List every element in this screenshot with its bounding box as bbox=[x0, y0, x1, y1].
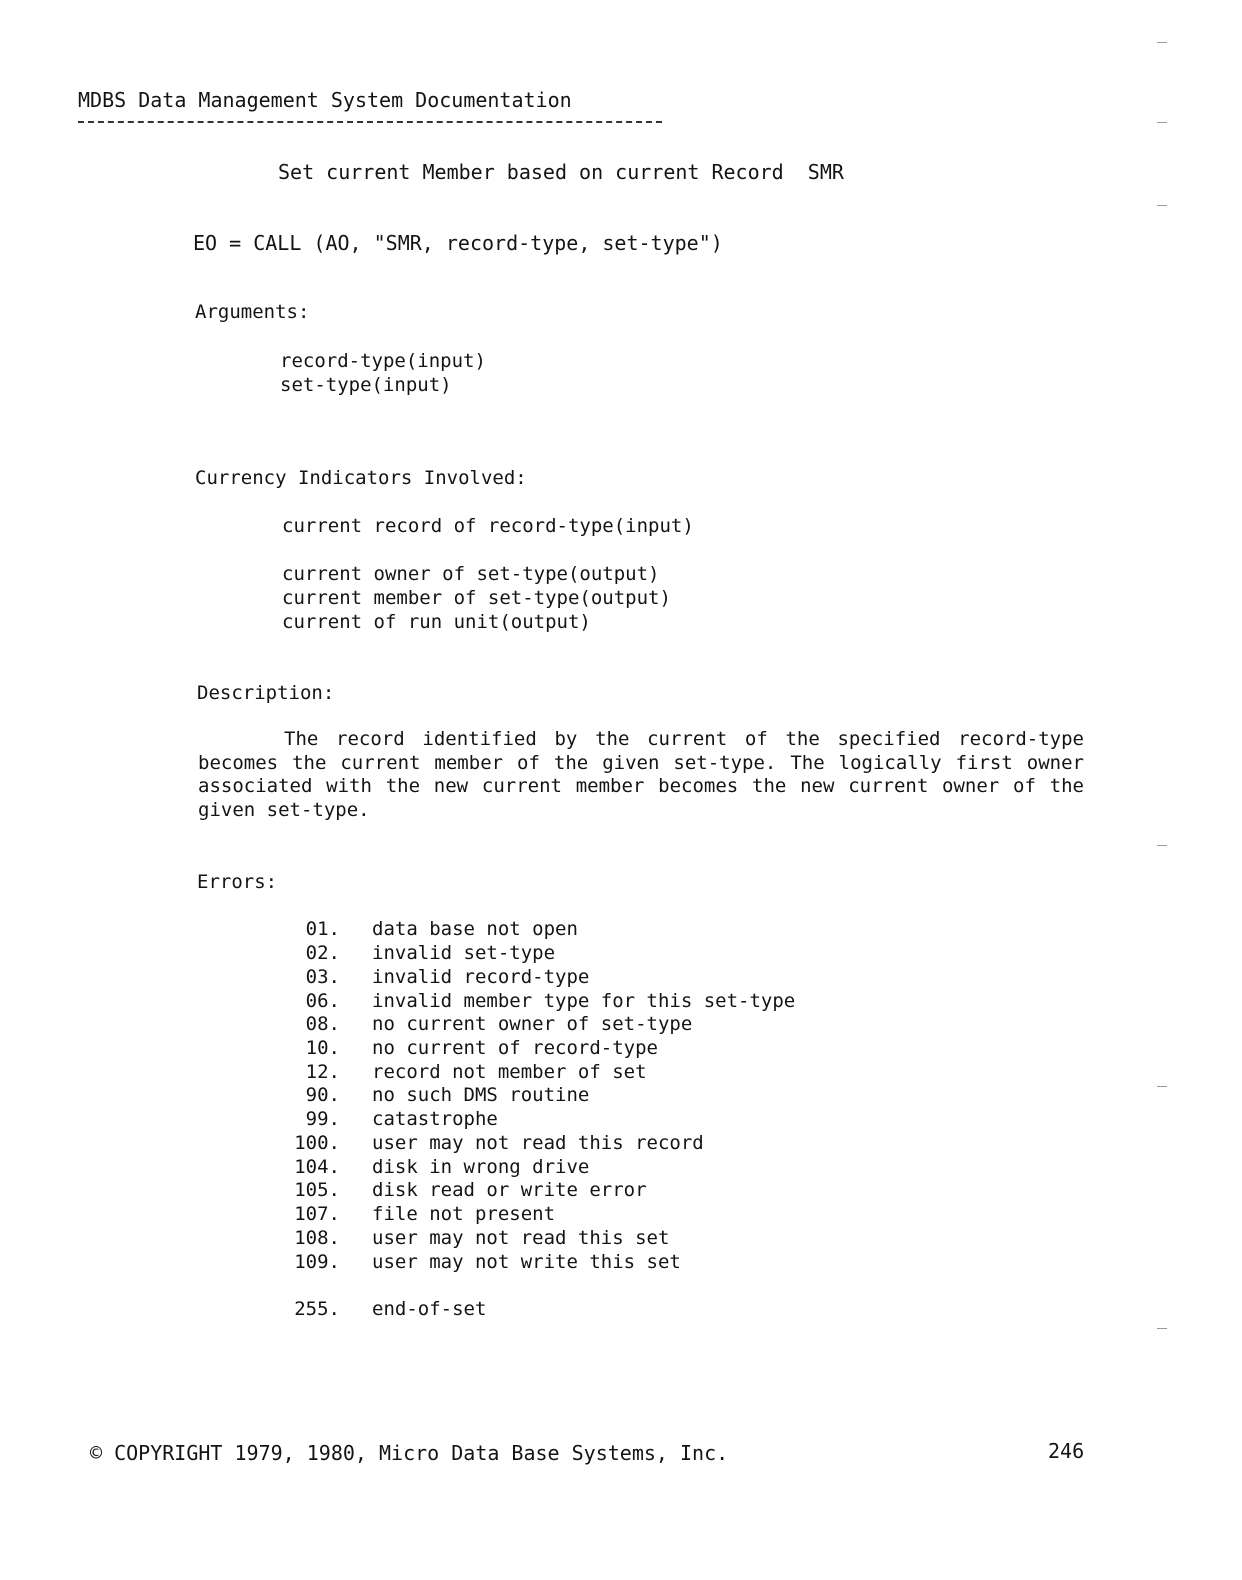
error-code: 90. bbox=[305, 1084, 340, 1106]
page-title: Set current Member based on current Record SMR bbox=[278, 160, 844, 184]
currency-item: current member of set-type(output) bbox=[282, 587, 671, 609]
error-text: disk read or write error bbox=[372, 1179, 647, 1201]
error-text: end-of-set bbox=[372, 1298, 487, 1320]
error-code: 100. bbox=[294, 1132, 340, 1154]
argument-item: set-type(input) bbox=[280, 374, 452, 396]
currency-item: current record of record-type(input) bbox=[282, 515, 694, 537]
error-text: data base not open bbox=[372, 918, 578, 940]
error-text: no current of record-type bbox=[372, 1037, 658, 1059]
error-text: disk in wrong drive bbox=[372, 1156, 590, 1178]
error-text: user may not write this set bbox=[372, 1251, 681, 1273]
error-text: user may not read this set bbox=[372, 1227, 670, 1249]
error-code: 12. bbox=[305, 1061, 340, 1083]
error-text: no current owner of set-type bbox=[372, 1013, 693, 1035]
scan-mark bbox=[1157, 1328, 1167, 1329]
scan-mark bbox=[1157, 122, 1167, 123]
errors-heading: Errors: bbox=[197, 871, 278, 893]
error-code: 01. bbox=[305, 918, 340, 940]
description-heading: Description: bbox=[197, 682, 335, 704]
error-code: 06. bbox=[305, 990, 340, 1012]
description-text: The record identified by the current of the specified record-type becomes the current member of the given set-type. The logically first owner associated with the new current member becomes the new current owner of the given set-type. bbox=[198, 728, 1084, 821]
error-code: 99. bbox=[305, 1108, 340, 1130]
error-text: no such DMS routine bbox=[372, 1084, 590, 1106]
error-code: 03. bbox=[305, 966, 340, 988]
scan-mark bbox=[1157, 1086, 1167, 1087]
argument-item: record-type(input) bbox=[280, 350, 486, 372]
header-rule bbox=[78, 121, 662, 123]
error-text: invalid set-type bbox=[372, 942, 556, 964]
scan-mark bbox=[1157, 42, 1167, 43]
call-syntax: EO = CALL (AO, "SMR, record-type, set-type") bbox=[193, 231, 723, 255]
error-code: 109. bbox=[294, 1251, 340, 1273]
error-text: record not member of set bbox=[372, 1061, 647, 1083]
error-code: 02. bbox=[305, 942, 340, 964]
copyright-footer: © COPYRIGHT 1979, 1980, Micro Data Base Systems, Inc. bbox=[90, 1441, 729, 1465]
error-code: 104. bbox=[294, 1156, 340, 1178]
error-text: file not present bbox=[372, 1203, 556, 1225]
page-header: MDBS Data Management System Documentation bbox=[78, 88, 572, 112]
error-code: 107. bbox=[294, 1203, 340, 1225]
arguments-heading: Arguments: bbox=[195, 301, 310, 323]
scan-mark bbox=[1157, 845, 1167, 846]
error-text: user may not read this record bbox=[372, 1132, 704, 1154]
currency-heading: Currency Indicators Involved: bbox=[195, 467, 527, 489]
error-code: 108. bbox=[294, 1227, 340, 1249]
scan-mark bbox=[1157, 205, 1167, 206]
currency-item: current of run unit(output) bbox=[282, 611, 591, 633]
page-number: 246 bbox=[1048, 1439, 1085, 1463]
error-code: 10. bbox=[305, 1037, 340, 1059]
error-code: 105. bbox=[294, 1179, 340, 1201]
error-text: invalid record-type bbox=[372, 966, 590, 988]
currency-item: current owner of set-type(output) bbox=[282, 563, 660, 585]
error-text: invalid member type for this set-type bbox=[372, 990, 796, 1012]
error-code: 255. bbox=[294, 1298, 340, 1320]
error-text: catastrophe bbox=[372, 1108, 498, 1130]
error-code: 08. bbox=[305, 1013, 340, 1035]
